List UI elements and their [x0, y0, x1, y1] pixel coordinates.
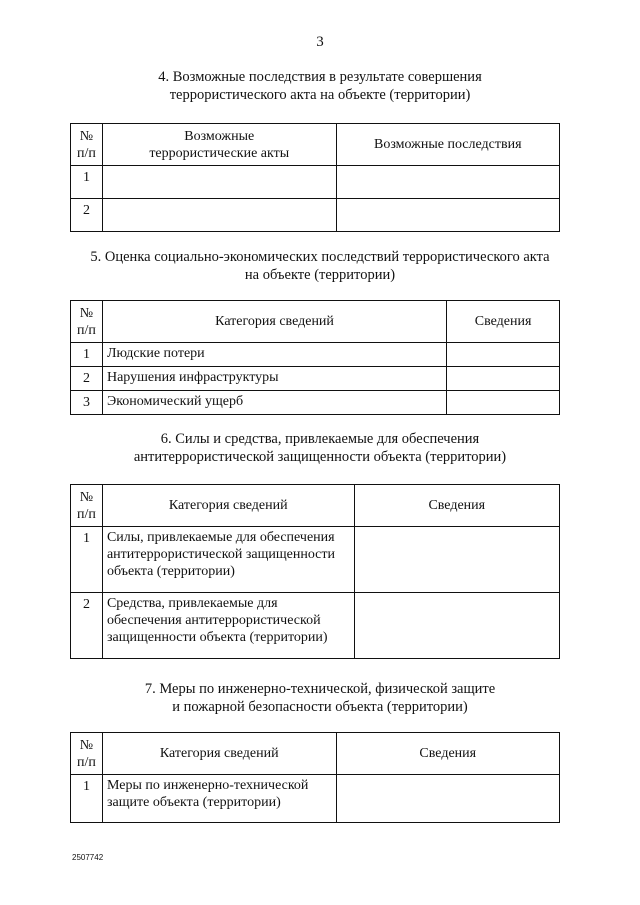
header-acts-line-2: террористические акты [149, 145, 290, 161]
row-number: 2 [71, 593, 103, 659]
category-cell: Экономический ущерб [102, 391, 446, 415]
header-acts-cell [102, 124, 336, 166]
header-info-cell: Сведения [336, 733, 560, 775]
header-info-cell: Сведения [447, 301, 560, 343]
section-6-title-line-1: 6. Силы и средства, привлекаемые для обеспечения [160, 431, 480, 447]
category-line-3: объекта (территории) [106, 564, 235, 579]
section-7-title [60, 680, 580, 716]
document-code: 2507742 [72, 853, 104, 862]
table-header-row [71, 301, 560, 343]
header-num-line-2: п/п [77, 322, 96, 338]
table-header-row [71, 124, 560, 166]
row-number: 1 [71, 343, 103, 367]
header-num-cell [71, 124, 103, 166]
category-cell [102, 593, 354, 659]
section-7-table [70, 732, 560, 823]
section-6-title [60, 430, 580, 466]
section-4-table [70, 123, 560, 232]
info-cell [336, 775, 560, 823]
table-row [71, 367, 560, 391]
table-row [71, 391, 560, 415]
row-number: 1 [71, 166, 103, 199]
category-cell: Людские потери [102, 343, 446, 367]
category-line-1: Средства, привлекаемые для [106, 596, 278, 611]
header-category-cell: Категория сведений [102, 301, 446, 343]
info-cell [354, 527, 559, 593]
category-line-1: Силы, привлекаемые для обеспечения [106, 530, 335, 545]
section-6-title-line-2: антитеррористической защищенности объекта (территории) [133, 449, 507, 465]
row-number: 2 [71, 367, 103, 391]
info-cell [447, 391, 560, 415]
table-row [71, 775, 560, 823]
category-cell: Нарушения инфраструктуры [102, 367, 446, 391]
header-num-cell [71, 733, 103, 775]
category-cell [102, 775, 336, 823]
table-row [71, 343, 560, 367]
info-cell [447, 367, 560, 391]
header-consequences-cell: Возможные последствия [336, 124, 559, 166]
row-number: 1 [71, 527, 103, 593]
page-number: 3 [316, 34, 324, 50]
header-num-cell [71, 485, 103, 527]
category-line-3: защищенности объекта (территории) [106, 630, 328, 645]
header-num-line-2: п/п [77, 145, 96, 161]
section-7-title-line-2: и пожарной безопасности объекта (территории) [172, 699, 468, 715]
category-line-2: защите объекта (территории) [106, 795, 281, 810]
header-acts-line-1: Возможные [184, 128, 255, 144]
table-row [71, 593, 560, 659]
header-num-line-2: п/п [77, 754, 96, 770]
header-num-line-1: № [79, 305, 94, 321]
act-cell [102, 166, 336, 199]
section-5-table [70, 300, 560, 415]
section-5-title-line-2: на объекте (территории) [244, 267, 396, 283]
category-line-2: обеспечения антитеррористической [106, 613, 321, 628]
table-row [71, 166, 560, 199]
table-row [71, 199, 560, 232]
header-num-line-1: № [79, 128, 94, 144]
header-num-cell [71, 301, 103, 343]
table-header-row [71, 733, 560, 775]
header-category-cell: Категория сведений [102, 733, 336, 775]
section-4-title-line-1: 4. Возможные последствия в результате совершения [158, 69, 482, 85]
act-cell [102, 199, 336, 232]
header-num-line-2: п/п [77, 506, 96, 522]
header-info-cell: Сведения [354, 485, 559, 527]
category-line-1: Меры по инженерно-технической [106, 778, 309, 793]
table-header-row [71, 485, 560, 527]
section-5-title-line-1: 5. Оценка социально-экономических последствий террористического акта [90, 249, 550, 265]
consequence-cell [336, 199, 559, 232]
row-number: 2 [71, 199, 103, 232]
header-num-line-1: № [79, 737, 94, 753]
row-number: 1 [71, 775, 103, 823]
section-6-table [70, 484, 560, 659]
category-cell [102, 527, 354, 593]
section-4-title [60, 68, 580, 104]
header-num-line-1: № [79, 489, 94, 505]
header-category-cell: Категория сведений [102, 485, 354, 527]
info-cell [447, 343, 560, 367]
consequence-cell [336, 166, 559, 199]
info-cell [354, 593, 559, 659]
section-7-title-line-1: 7. Меры по инженерно-технической, физической защите [144, 681, 496, 697]
table-row [71, 527, 560, 593]
section-4-title-line-2: террористического акта на объекте (территории) [169, 87, 471, 103]
row-number: 3 [71, 391, 103, 415]
category-line-2: антитеррористической защищенности [106, 547, 335, 562]
section-5-title [40, 248, 600, 284]
